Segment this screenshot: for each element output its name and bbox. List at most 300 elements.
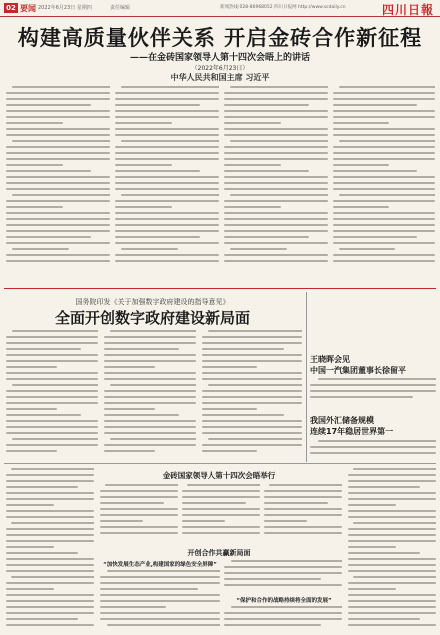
text-line bbox=[100, 612, 220, 614]
text-line bbox=[6, 612, 94, 614]
text-line bbox=[11, 522, 94, 524]
text-line bbox=[104, 396, 196, 398]
lead-body-col1 bbox=[6, 86, 110, 266]
text-line bbox=[100, 594, 220, 596]
issue-date: 2022年6月23日 星期四 bbox=[38, 5, 92, 11]
text-line bbox=[264, 496, 342, 498]
text-line bbox=[6, 618, 78, 620]
text-line bbox=[115, 218, 219, 220]
text-line bbox=[224, 116, 328, 118]
text-line bbox=[348, 540, 436, 542]
text-line bbox=[224, 624, 321, 626]
text-line bbox=[115, 182, 219, 184]
text-line bbox=[264, 532, 342, 534]
text-line bbox=[310, 446, 436, 448]
text-line bbox=[6, 242, 110, 244]
text-line bbox=[187, 484, 260, 486]
text-line bbox=[6, 486, 78, 488]
forum-body-col3 bbox=[224, 606, 342, 630]
text-line bbox=[208, 384, 302, 386]
text-line bbox=[348, 546, 396, 548]
text-line bbox=[6, 92, 110, 94]
text-line bbox=[182, 490, 260, 492]
text-line bbox=[224, 98, 328, 100]
text-line bbox=[333, 176, 435, 178]
text-line bbox=[100, 502, 164, 504]
text-line bbox=[104, 348, 179, 350]
text-line bbox=[100, 526, 178, 528]
text-line bbox=[224, 212, 328, 214]
text-line bbox=[100, 606, 166, 608]
text-line bbox=[6, 402, 98, 404]
text-line bbox=[6, 360, 98, 362]
text-line bbox=[115, 146, 219, 148]
text-line bbox=[104, 420, 196, 422]
text-line bbox=[6, 492, 94, 494]
text-line bbox=[202, 336, 302, 338]
text-line bbox=[348, 594, 436, 596]
text-line bbox=[224, 134, 328, 136]
text-line bbox=[6, 336, 98, 338]
right-column bbox=[348, 468, 436, 630]
text-line bbox=[333, 164, 389, 166]
text-line bbox=[224, 612, 342, 614]
text-line bbox=[339, 248, 395, 250]
text-line bbox=[6, 504, 54, 506]
text-line bbox=[6, 206, 63, 208]
text-line bbox=[333, 212, 435, 214]
text-line bbox=[115, 128, 219, 130]
lead-body-col3 bbox=[224, 86, 328, 266]
text-line bbox=[333, 188, 435, 190]
text-line bbox=[115, 122, 172, 124]
text-line bbox=[6, 558, 94, 560]
text-line bbox=[224, 182, 328, 184]
feature-body-col2 bbox=[104, 330, 196, 460]
text-line bbox=[224, 242, 328, 244]
text-line bbox=[202, 420, 302, 422]
masthead-logo: 四川日報 bbox=[381, 3, 434, 17]
text-line bbox=[182, 526, 260, 528]
feature-body-col3 bbox=[202, 330, 302, 460]
text-line bbox=[100, 490, 178, 492]
bottom-body-col2 bbox=[182, 484, 260, 542]
text-line bbox=[333, 110, 435, 112]
text-line bbox=[6, 396, 98, 398]
text-line bbox=[6, 570, 94, 572]
text-line bbox=[224, 164, 281, 166]
text-line bbox=[115, 242, 219, 244]
text-line bbox=[318, 440, 436, 442]
text-line bbox=[224, 254, 328, 256]
text-line bbox=[6, 176, 110, 178]
text-line bbox=[6, 158, 110, 160]
text-line bbox=[104, 366, 155, 368]
text-line bbox=[12, 384, 98, 386]
text-line bbox=[105, 484, 178, 486]
text-line bbox=[115, 104, 200, 106]
text-line bbox=[224, 260, 328, 262]
text-line bbox=[115, 260, 219, 262]
text-line bbox=[230, 140, 328, 142]
side-news-1-body bbox=[310, 378, 436, 404]
text-line bbox=[6, 534, 94, 536]
lead-subtitle: ——在金砖国家领导人第十四次会晤上的讲话 bbox=[129, 53, 310, 63]
text-line bbox=[104, 378, 196, 380]
text-line bbox=[115, 134, 219, 136]
text-line bbox=[264, 502, 328, 504]
text-line bbox=[348, 492, 436, 494]
text-line bbox=[348, 624, 436, 626]
text-line bbox=[202, 348, 284, 350]
text-line bbox=[348, 582, 436, 584]
text-line bbox=[6, 218, 110, 220]
text-line bbox=[202, 444, 302, 446]
text-line bbox=[353, 522, 436, 524]
text-line bbox=[6, 104, 91, 106]
side-news-1-title: 王晓晖会见 bbox=[310, 355, 350, 364]
text-line bbox=[182, 514, 260, 516]
text-line bbox=[224, 218, 328, 220]
editor-label: 责任编辑 bbox=[110, 5, 131, 11]
text-line bbox=[348, 486, 420, 488]
text-line bbox=[6, 498, 94, 500]
text-line bbox=[224, 236, 309, 238]
text-line bbox=[121, 194, 219, 196]
text-line bbox=[348, 498, 436, 500]
text-line bbox=[6, 224, 110, 226]
text-line bbox=[104, 408, 155, 410]
text-line bbox=[333, 116, 435, 118]
text-line bbox=[6, 606, 94, 608]
forum-subhead-2: “保护和合作的战略持续将全面的发展” bbox=[236, 598, 332, 604]
text-line bbox=[6, 236, 91, 238]
text-line bbox=[333, 104, 417, 106]
text-line bbox=[6, 540, 94, 542]
text-line bbox=[6, 378, 98, 380]
side-news-2-body bbox=[310, 440, 436, 462]
bottom-left-col bbox=[6, 468, 94, 630]
text-line bbox=[100, 532, 178, 534]
text-line bbox=[224, 170, 309, 172]
text-line bbox=[110, 438, 196, 440]
text-line bbox=[202, 426, 302, 428]
text-line bbox=[6, 474, 94, 476]
text-line bbox=[348, 516, 436, 518]
text-line bbox=[224, 158, 328, 160]
text-line bbox=[264, 520, 307, 522]
text-line bbox=[6, 372, 98, 374]
text-line bbox=[6, 170, 91, 172]
text-line bbox=[6, 408, 57, 410]
page-number: 02 bbox=[4, 3, 18, 13]
text-line bbox=[224, 176, 328, 178]
text-line bbox=[224, 122, 281, 124]
text-line bbox=[104, 402, 196, 404]
text-line bbox=[104, 432, 196, 434]
text-line bbox=[6, 146, 110, 148]
text-line bbox=[202, 390, 302, 392]
text-line bbox=[6, 516, 94, 518]
text-line bbox=[6, 510, 94, 512]
text-line bbox=[202, 354, 302, 356]
feature-headline: 全面开创数字政府建设新局面 bbox=[54, 309, 250, 327]
text-line bbox=[333, 260, 435, 262]
text-line bbox=[6, 390, 98, 392]
text-line bbox=[115, 224, 219, 226]
text-line bbox=[202, 366, 257, 368]
text-line bbox=[208, 330, 302, 332]
feature-kicker: 国务院印发《关于加强数字政府建设的指导意见》 bbox=[75, 298, 230, 306]
lead-headline: 构建高质量伙伴关系 开启金砖合作新征程 bbox=[17, 26, 423, 50]
text-line bbox=[231, 560, 342, 562]
text-line bbox=[333, 224, 435, 226]
text-line bbox=[115, 236, 200, 238]
text-line bbox=[115, 92, 219, 94]
text-line bbox=[264, 490, 342, 492]
text-line bbox=[115, 230, 219, 232]
page-header bbox=[0, 0, 440, 17]
text-line bbox=[115, 206, 172, 208]
feature-body-col1 bbox=[6, 330, 98, 460]
text-line bbox=[348, 558, 436, 560]
text-line bbox=[224, 110, 328, 112]
text-line bbox=[208, 438, 302, 440]
text-line bbox=[348, 474, 436, 476]
text-line bbox=[202, 408, 257, 410]
text-line bbox=[224, 146, 328, 148]
column-divider bbox=[306, 292, 307, 462]
text-line bbox=[264, 526, 342, 528]
text-line bbox=[6, 528, 94, 530]
lead-author: 中华人民共和国主席 习近平 bbox=[170, 73, 270, 82]
text-line bbox=[224, 584, 342, 586]
text-line bbox=[6, 254, 110, 256]
text-line bbox=[310, 452, 436, 454]
bottom-body-col3 bbox=[264, 484, 342, 542]
text-line bbox=[11, 576, 94, 578]
text-line bbox=[6, 432, 98, 434]
text-line bbox=[100, 582, 220, 584]
text-line bbox=[107, 624, 220, 626]
text-line bbox=[348, 612, 436, 614]
text-line bbox=[333, 236, 417, 238]
lead-body-col4 bbox=[333, 86, 435, 266]
text-line bbox=[6, 200, 110, 202]
text-line bbox=[333, 206, 389, 208]
text-line bbox=[6, 420, 98, 422]
text-line bbox=[348, 570, 436, 572]
text-line bbox=[333, 200, 435, 202]
text-line bbox=[230, 194, 328, 196]
text-line bbox=[264, 514, 342, 516]
text-line bbox=[6, 134, 110, 136]
text-line bbox=[348, 552, 420, 554]
text-line bbox=[6, 546, 54, 548]
text-line bbox=[182, 532, 260, 534]
text-line bbox=[333, 122, 389, 124]
text-line bbox=[310, 390, 436, 392]
text-line bbox=[115, 98, 219, 100]
text-line bbox=[6, 128, 110, 130]
text-line bbox=[6, 260, 110, 262]
text-line bbox=[224, 128, 328, 130]
text-line bbox=[231, 606, 342, 608]
text-line bbox=[115, 212, 219, 214]
text-line bbox=[348, 606, 436, 608]
text-line bbox=[100, 576, 220, 578]
text-line bbox=[6, 342, 98, 344]
side-news-1-subtitle: 中国一汽集团董事长徐留平 bbox=[310, 366, 406, 375]
text-line bbox=[202, 342, 302, 344]
text-line bbox=[104, 360, 196, 362]
text-line bbox=[348, 588, 396, 590]
lead-body-col2 bbox=[115, 86, 219, 266]
text-line bbox=[6, 116, 110, 118]
text-line bbox=[115, 254, 219, 256]
text-line bbox=[6, 98, 110, 100]
text-line bbox=[6, 450, 57, 452]
text-line bbox=[333, 170, 417, 172]
text-line bbox=[115, 170, 200, 172]
text-line bbox=[224, 572, 342, 574]
text-line bbox=[12, 330, 98, 332]
text-line bbox=[104, 336, 196, 338]
text-line bbox=[224, 152, 328, 154]
text-line bbox=[333, 92, 435, 94]
bottom-body-col1 bbox=[100, 484, 178, 542]
text-line bbox=[202, 414, 284, 416]
text-line bbox=[202, 372, 302, 374]
lead-dateline: （2022年6月23日） bbox=[191, 65, 249, 72]
text-line bbox=[100, 508, 178, 510]
text-line bbox=[6, 164, 63, 166]
text-line bbox=[333, 254, 435, 256]
text-line bbox=[110, 384, 196, 386]
text-line bbox=[353, 576, 436, 578]
forum-subhead-1: “加快发展生态产业,构建国家的绿色安全屏障” bbox=[103, 562, 217, 568]
text-line bbox=[100, 496, 178, 498]
text-line bbox=[333, 158, 435, 160]
text-line bbox=[12, 86, 110, 88]
text-line bbox=[269, 484, 342, 486]
text-line bbox=[333, 152, 435, 154]
text-line bbox=[100, 520, 143, 522]
text-line bbox=[230, 248, 287, 250]
text-line bbox=[104, 426, 196, 428]
text-line bbox=[333, 182, 435, 184]
text-line bbox=[104, 372, 196, 374]
text-line bbox=[348, 528, 436, 530]
text-line bbox=[202, 402, 302, 404]
forum-body-col2 bbox=[224, 560, 342, 594]
text-line bbox=[115, 152, 219, 154]
text-line bbox=[6, 426, 98, 428]
text-line bbox=[333, 128, 435, 130]
text-line bbox=[11, 468, 94, 470]
text-line bbox=[6, 600, 94, 602]
text-line bbox=[6, 624, 94, 626]
text-line bbox=[115, 200, 219, 202]
text-line bbox=[100, 514, 178, 516]
text-line bbox=[318, 378, 436, 380]
text-line bbox=[107, 570, 220, 572]
text-line bbox=[6, 188, 110, 190]
text-line bbox=[348, 534, 436, 536]
text-line bbox=[6, 582, 94, 584]
contact-line: 新闻热线:028-86968052 四川日报网 http://www.scdaily.cn bbox=[220, 5, 346, 10]
text-line bbox=[348, 504, 396, 506]
text-line bbox=[100, 588, 198, 590]
text-line bbox=[6, 230, 110, 232]
text-line bbox=[333, 146, 435, 148]
text-line bbox=[121, 140, 219, 142]
text-line bbox=[348, 480, 436, 482]
text-line bbox=[6, 366, 57, 368]
text-line bbox=[310, 384, 436, 386]
text-line bbox=[100, 600, 220, 602]
text-line bbox=[115, 164, 172, 166]
text-line bbox=[348, 564, 436, 566]
text-line bbox=[6, 564, 94, 566]
text-line bbox=[6, 414, 81, 416]
text-line bbox=[339, 194, 435, 196]
text-line bbox=[121, 248, 178, 250]
text-line bbox=[12, 438, 98, 440]
text-line bbox=[224, 578, 321, 580]
text-line bbox=[6, 480, 94, 482]
bottom-headline: 金砖国家领导人第十四次会晤举行 bbox=[162, 471, 276, 480]
text-line bbox=[333, 230, 435, 232]
text-line bbox=[224, 188, 328, 190]
text-line bbox=[202, 450, 257, 452]
text-line bbox=[224, 92, 328, 94]
text-line bbox=[115, 158, 219, 160]
lower-divider bbox=[4, 463, 436, 464]
text-line bbox=[348, 510, 436, 512]
text-line bbox=[104, 342, 196, 344]
text-line bbox=[224, 104, 309, 106]
text-line bbox=[12, 140, 110, 142]
text-line bbox=[104, 414, 179, 416]
text-line bbox=[115, 176, 219, 178]
text-line bbox=[182, 496, 260, 498]
text-line bbox=[100, 618, 220, 620]
text-line bbox=[182, 520, 225, 522]
text-line bbox=[264, 508, 342, 510]
text-line bbox=[202, 396, 302, 398]
text-line bbox=[182, 508, 260, 510]
text-line bbox=[202, 378, 302, 380]
text-line bbox=[6, 552, 78, 554]
text-line bbox=[202, 432, 302, 434]
text-line bbox=[333, 134, 435, 136]
text-line bbox=[6, 110, 110, 112]
text-line bbox=[224, 618, 342, 620]
text-line bbox=[224, 566, 342, 568]
text-line bbox=[224, 230, 328, 232]
text-line bbox=[202, 360, 302, 362]
text-line bbox=[6, 354, 98, 356]
text-line bbox=[6, 212, 110, 214]
text-line bbox=[12, 194, 110, 196]
text-line bbox=[6, 122, 63, 124]
text-line bbox=[6, 348, 81, 350]
text-line bbox=[339, 140, 435, 142]
text-line bbox=[121, 86, 219, 88]
text-line bbox=[224, 200, 328, 202]
text-line bbox=[224, 224, 328, 226]
